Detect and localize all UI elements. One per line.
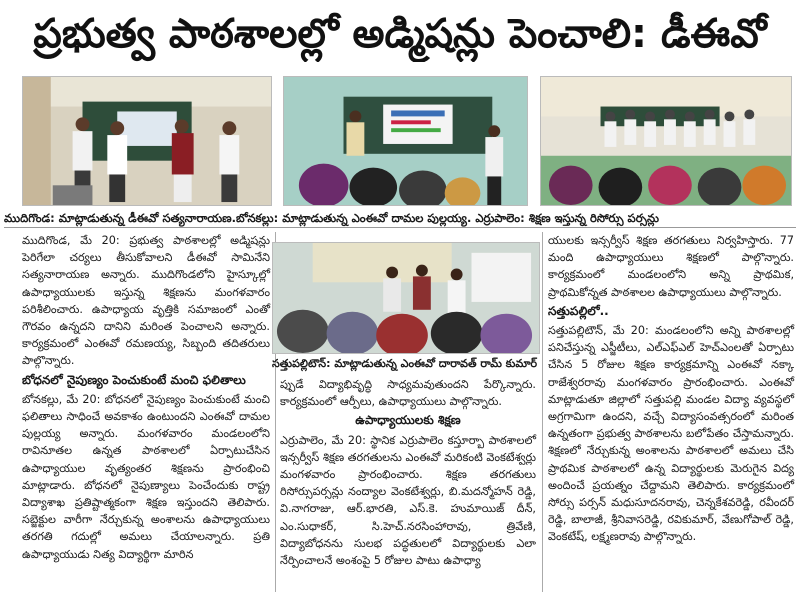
- article-subheading: సత్తుపల్లిలో..: [548, 303, 609, 318]
- article-column-1: [22, 232, 270, 594]
- article-paragraph: ప్పుడే విద్యాభివృద్ధి సాధ్యమవుతుందని పేర్కొన్నారు. కార్యక్రమంలో ఆర్పీలు, ఉపాధ్యాయులు పాల్గొన్నారు.: [280, 378, 536, 409]
- article-paragraph: ముదిగొండ, మే 20: ప్రభుత్వ పాఠశాలల్లో అడ్మిషన్లు పెరిగేలా చర్యలు తీసుకోవాలని డీఈవో సామినేని సత్యనారాయణ అన్నారు. ముదిగొండలోని హైస్కూల్లో ఉపాధ్యాయులకు ఇస్తున్న శిక్షణను మంగళవారం పరిశీలించారు. ఉపాధ్యాయ వృత్తికి సమాజంలో ఎంతో గౌరవం ఉన్నదని దానిని మరింత పెంచాలని అన్నారు. కార్యక్రమంలో ఎంఈవో రమణయ్య, సిబ్బంది తదితరులు పాల్గొన్నారు.: [22, 234, 270, 368]
- top-photo-caption: ముదిగొండ: మాట్లాడుతున్న డీఈవో సత్యనారాయణ.బోనకల్లు: మాట్లాడుతున్న ఎంఈవో దామల పుల్లయ్య. ఎర్రుపాలెం: శిక్షణ ఇస్తున్న రిసోర్సు పర్సన్లు: [4, 208, 796, 228]
- article-subheading: ఉపాధ్యాయులకు శిక్షణ: [355, 413, 461, 428]
- article-subheading: బోధనలో నైపుణ్యం పెంచుకుంటే మంచి ఫలితాలు: [22, 372, 246, 387]
- article-paragraph: బోనకల్లు, మే 20: బోధనలో నైపుణ్యం పెంచుకుంటే మంచి ఫలితాలు సాధించే అవకాశం ఉంటుందని ఎంఈవో దామల పుల్లయ్య అన్నారు. మంగళవారం మండలంలోని రావినూతల ఉన్నత పాఠశాలలో ఏర్పాటుచేసిన ఉపాధ్యాయుల వృత్యంతర శిక్షణను ప్రారంభించి మాట్లాడారు. బోధనలో నైపుణ్యాలు పెంచేందుకు రాష్ట్ర విద్యాశాఖ ప్రతిష్టాత్మకంగా శిక్షణ ఇస్తుందని తెలిపారు. సబ్జెక్టుల వారీగా నేర్చుకున్న అంశాలను ఉపాధ్యాయులు తరగతి గదుల్లో అమలు చేయాలన్నారు. ప్రతి ఉపాధ్యాయుడు నిత్య విద్యార్థిగా మారిన: [22, 392, 270, 561]
- inline-photo-caption: సత్తుపల్లిటౌన్: మాట్లాడుతున్న ఎంఈవో దారావత్ రామ్ కుమార్: [272, 357, 538, 370]
- photo-sattupalli-training: [272, 242, 540, 354]
- headline: ప్రభుత్వ పాఠశాలల్లో అడ్మిషన్లు పెంచాలి: డీఈవో: [33, 11, 767, 57]
- article-column-3: [548, 232, 794, 594]
- photo-training-session: [540, 76, 792, 206]
- article-paragraph: ఎర్రుపాలెం, మే 20: స్థానిక ఎర్రుపాలెం కస్తూర్బా పాఠశాలలో ఇన్సర్వీస్ శిక్షణ తరగతులను ఎంఈవో మరికంటి వెంకటేశ్వర్లు మంగళవారం ప్రారంభించారు. శిక్షణ తరగతులు రిసోర్సుపర్సన్లు నంద్యాల వెంకటేశ్వర్లు, బి.మదన్మోహన్ రెడ్డి, వి.నాగరాజు, ఆర్.భారతి, ఎస్.కె. హుమాయిజ్ దీన్, ఎం.సుధాకర్, సి.హెచ్.నరసింహారావు, త్రివేణి, విద్యాబోధనను సులభ పద్ధతులలో విద్యార్థులకు ఎలా నేర్పించాలనే అంశంపై 5 రోజుల పాటు ఉపాధ్యా: [280, 433, 536, 568]
- article-paragraph: సత్తుపల్లిటౌన్, మే 20: మండలంలోని అన్ని పాఠశాలల్లో పనిచేస్తున్న ఎస్జీటీలు, ఎల్ఎఫ్ఎల్ హెచ్ఎంలతో ఏర్పాటు చేసిన 5 రోజుల శిక్షణ కార్యక్రమాన్ని ఎంఈవో నక్కా రాజేశ్వరరావు మంగళవారం ప్రారంభించారు. ఎంఈవో మాట్లాడుతూ జిల్లాలో సత్తుపల్లి మండల విద్యా వ్యవస్థలో అగ్రగామిగా ఉందని, వచ్చే విద్యాసంవత్సరంలో మరింత ఉన్నతంగా ప్రభుత్వ పాఠశాలను బలోపేతం చేస్తామన్నారు. శిక్షణలో నేర్చుకున్న అంశాలను పాఠశాలలో అమలు చేసి ప్రాథమిక పాఠశాలలో ఉన్న విద్యార్థులకు మెరుగైన విద్య అందించే ప్రయత్నం చేద్దామని తెలిపారు. కార్యక్రమంలో సోర్సు పర్సన్ మధుసూదనరావు, చెన్నకేశవరెడ్డి, రవీందర్ రెడ్డి, బాలాజీ, శ్రీనివాసరెడ్డి, రవికుమార్, వేణుగోపాల్ రెడ్డి, వెంకటేష్, లక్ష్మణరావు పాల్గొన్నారు.: [548, 324, 794, 544]
- article-column-2: [280, 376, 536, 594]
- photo-deo-speaking: [22, 76, 272, 206]
- article-paragraph: యులకు ఇన్సర్వీస్ శిక్షణ తరగతులు నిర్వహిస్తారు. 77 మంది ఉపాధ్యాయులు శిక్షణలో పాల్గొన్నారు. కార్యక్రమంలో మండలంలోని అన్ని ప్రాథమిక, ప్రాథమికోన్నత పాఠశాలల ఉపాధ్యాయులు పాల్గొన్నారు.: [548, 234, 794, 299]
- photo-meo-classroom: [283, 76, 528, 206]
